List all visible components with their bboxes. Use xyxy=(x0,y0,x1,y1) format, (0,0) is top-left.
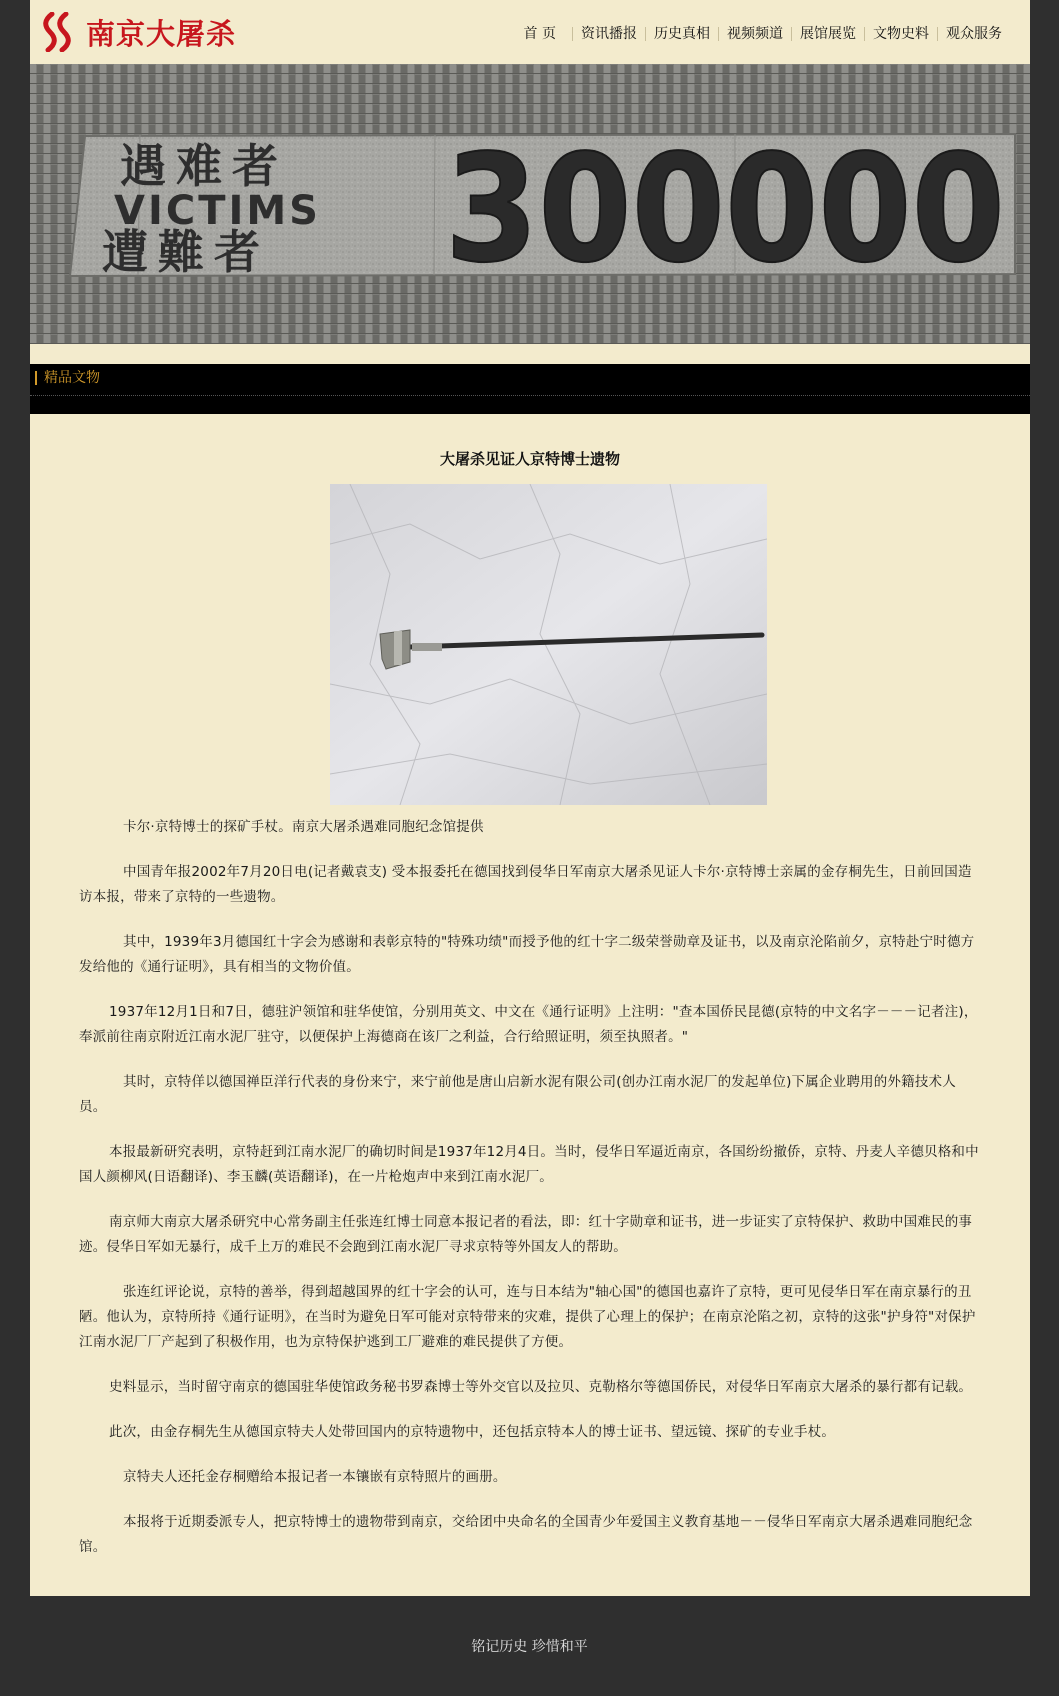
article-paragraph: 张连红评论说，京特的善举，得到超越国界的红十字会的认可，连与日本结为"轴心国"的德国也嘉许了京特，更可见侵华日军在南京暴行的丑陋。他认为，京特所持《通行证明》，在当时为避免日军可能对京特带来的灾难，提供了心理上的保护；在南京沦陷之初，京特的这张"护身符"对保护江南水泥厂厂产起到了积极作用，也为京特保护逃到工厂避难的难民提供了方便。 xyxy=(79,1284,976,1350)
article-title: 大屠杀见证人京特博士遗物 xyxy=(439,450,620,468)
banner-text-line1: 遇难者 xyxy=(120,139,288,193)
site-footer-slogan: 铭记历史 珍惜和平 xyxy=(471,1639,588,1655)
nav-visitor-services[interactable]: 观众服务 xyxy=(946,26,1002,42)
article-paragraph: 本报将于近期委派专人，把京特博士的遗物带到南京，交给团中央命名的全国青少年爱国主义教育基地－－侵华日军南京大屠杀遇难同胞纪念馆。 xyxy=(79,1514,973,1555)
section-title[interactable]: 精品文物 xyxy=(44,370,100,386)
nav-history[interactable]: 历史真相 xyxy=(654,26,710,42)
article-paragraph: 其时，京特佯以德国禅臣洋行代表的身份来宁，来宁前他是唐山启新水泥有限公司(创办江南水泥厂的发起单位)下属企业聘用的外籍技术人员。 xyxy=(79,1074,956,1115)
site-header xyxy=(30,0,1030,64)
banner-text-line2: VICTIMS xyxy=(114,188,321,234)
logo-text: 南京大屠杀 xyxy=(86,16,237,51)
article-paragraph: 1937年12月1日和7日，德驻沪领馆和驻华使馆，分别用英文、中文在《通行证明》上注明："查本国侨民昆德(京特的中文名字－－－记者注)，奉派前往南京附近江南水泥厂驻守，以便保护上海德商在该厂之利益，合行给照证明，须至执照者。" xyxy=(79,1004,978,1045)
nav-news[interactable]: 资讯播报 xyxy=(581,26,637,42)
banner-text-line3: 遭難者 xyxy=(102,225,270,279)
banner-image xyxy=(30,64,1030,344)
logo-mark-icon xyxy=(42,12,78,52)
section-header-bar xyxy=(30,364,1030,414)
main-nav xyxy=(516,26,1010,42)
article-paragraph: 此次，由金存桐先生从德国京特夫人处带回国内的京特遗物中，还包括京特本人的博士证书、望远镜、探矿的专业手杖。 xyxy=(109,1424,836,1440)
nav-video[interactable]: 视频频道 xyxy=(727,26,783,42)
artifact-photo xyxy=(330,484,767,805)
article-paragraph: 京特夫人还托金存桐赠给本报记者一本镶嵌有京特照片的画册。 xyxy=(123,1469,507,1485)
nav-exhibitions[interactable]: 展馆展览 xyxy=(800,26,856,42)
article-paragraph: 南京师大南京大屠杀研究中心常务副主任张连红博士同意本报记者的看法，即：红十字勋章和证书，进一步证实了京特保护、救助中国难民的事迹。侵华日军如无暴行，成千上万的难民不会跑到江南水泥厂寻求京特等外国友人的帮助。 xyxy=(79,1214,973,1255)
hero-banner xyxy=(30,64,1030,344)
section-accent-mark xyxy=(35,371,37,385)
banner-victim-number: 300000 xyxy=(445,123,1005,295)
article-paragraph: 其中，1939年3月德国红十字会为感谢和表彰京特的"特殊功绩"而授予他的红十字二级荣誉勋章及证书，以及南京沦陷前夕，京特赴宁时德方发给他的《通行证明》，具有相当的文物价值。 xyxy=(79,934,975,975)
walking-stick-image xyxy=(330,484,767,805)
article-paragraph: 本报最新研究表明，京特赶到江南水泥厂的确切时间是1937年12月4日。当时，侵华日军逼近南京，各国纷纷撤侨，京特、丹麦人辛德贝格和中国人颜柳风(日语翻译)、李玉麟(英语翻译)，在一片枪炮声中来到江南水泥厂。 xyxy=(79,1144,979,1185)
nav-artifacts[interactable]: 文物史料 xyxy=(873,26,929,42)
article-paragraph: 中国青年报2002年7月20日电(记者戴袁支) 受本报委托在德国找到侵华日军南京大屠杀见证人卡尔·京特博士亲属的金存桐先生，日前回国造访本报，带来了京特的一些遗物。 xyxy=(79,864,972,905)
page-container xyxy=(30,0,1030,1596)
nav-home[interactable]: 首 页 xyxy=(523,26,556,42)
photo-caption: 卡尔·京特博士的探矿手杖。南京大屠杀遇难同胞纪念馆提供 xyxy=(123,819,484,835)
article-paragraph: 史料显示，当时留守南京的德国驻华使馆政务秘书罗森博士等外交官以及拉贝、克勒格尔等德国侨民，对侵华日军南京大屠杀的暴行都有记载。 xyxy=(109,1379,973,1395)
site-logo[interactable] xyxy=(42,12,236,52)
section-divider xyxy=(30,395,1030,396)
article-body xyxy=(79,815,979,1580)
